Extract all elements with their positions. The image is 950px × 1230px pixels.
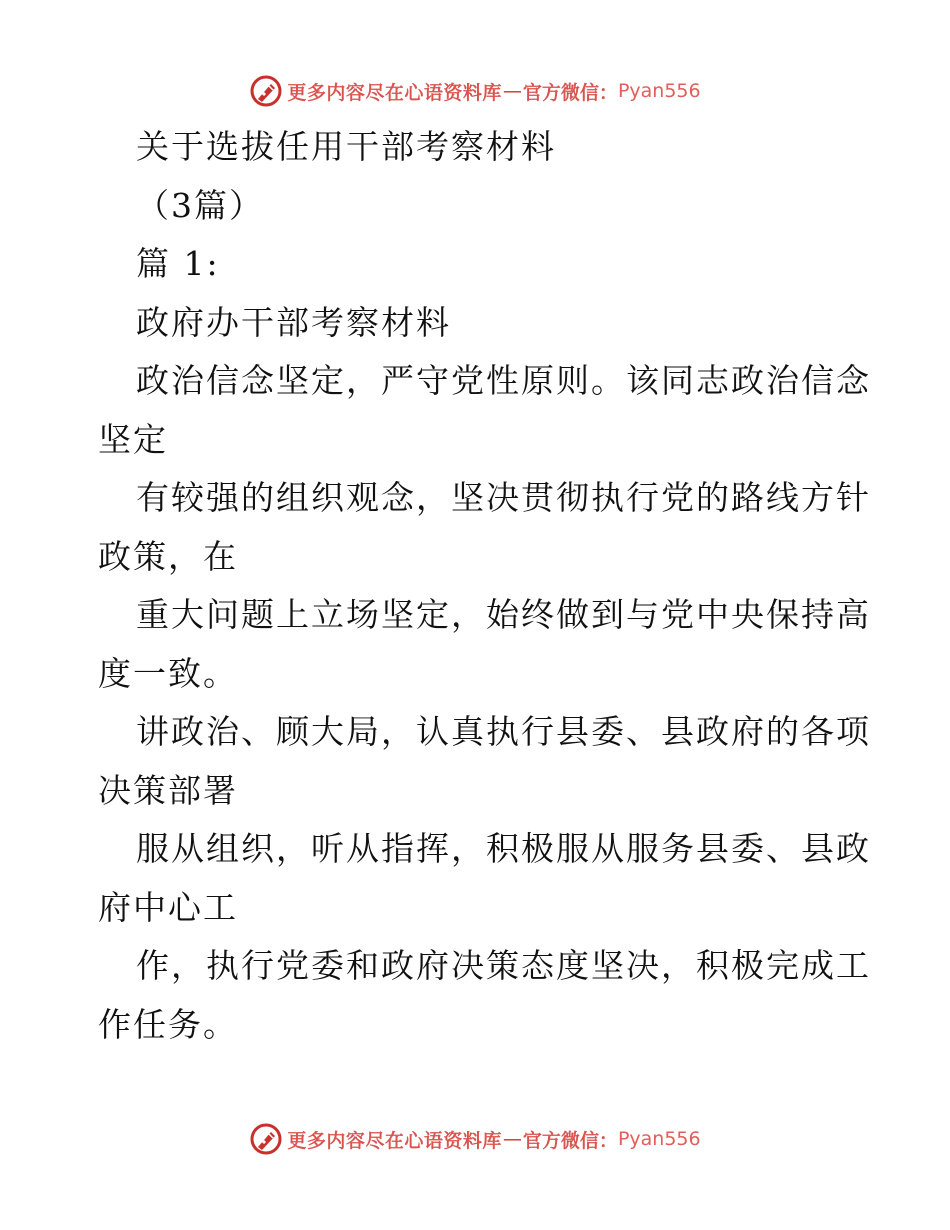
fountain-pen-logo-icon [249,74,283,108]
footer-wechat-id: Pyan556 [617,1128,701,1150]
footer-watermark-banner [0,1119,950,1159]
footer-contact-label: 官方微信： [522,1129,618,1152]
paragraph-line: 作任务。 [98,1004,238,1044]
paragraph-line: 度一致。 [98,653,238,693]
paragraph-line: 服从组织，听从指挥，积极服从服务县委、县政 [136,829,871,868]
footer-brand-text: 更多内容尽在心语资料库 [287,1129,502,1152]
paragraph-line: 政策，在 [98,536,238,576]
paragraph-line: 决策部署 [98,770,238,810]
paragraph-line: 政治信念坚定，严守党性原则。该同志政治信念 [136,361,871,400]
header-dash: — [502,80,522,102]
section-heading: 篇 1: [136,244,220,283]
paragraph-line: 讲政治、顾大局，认真执行县委、县政府的各项 [136,712,871,751]
paragraph-line: 重大问题上立场坚定，始终做到与党中央保持高 [136,595,871,634]
header-contact-label: 官方微信： [522,81,618,104]
document-subtitle: （3篇） [136,185,264,225]
paragraph-line: 府中心工 [98,887,238,927]
paragraph-line: 有较强的组织观念，坚决贯彻执行党的路线方针 [136,478,871,517]
header-brand-text: 更多内容尽在心语资料库 [287,81,502,104]
header-wechat-id: Pyan556 [617,80,701,102]
header-watermark-banner [0,71,950,111]
footer-dash: — [502,1128,522,1150]
document-title: 关于选拔任用干部考察材料 [136,127,556,166]
fountain-pen-logo-icon [249,1122,283,1156]
section-title: 政府办干部考察材料 [136,302,451,342]
document-body [98,118,871,1054]
paragraph-line: 作，执行党委和政府决策态度坚决，积极完成工 [136,946,871,985]
paragraph-line: 坚定 [98,419,168,459]
